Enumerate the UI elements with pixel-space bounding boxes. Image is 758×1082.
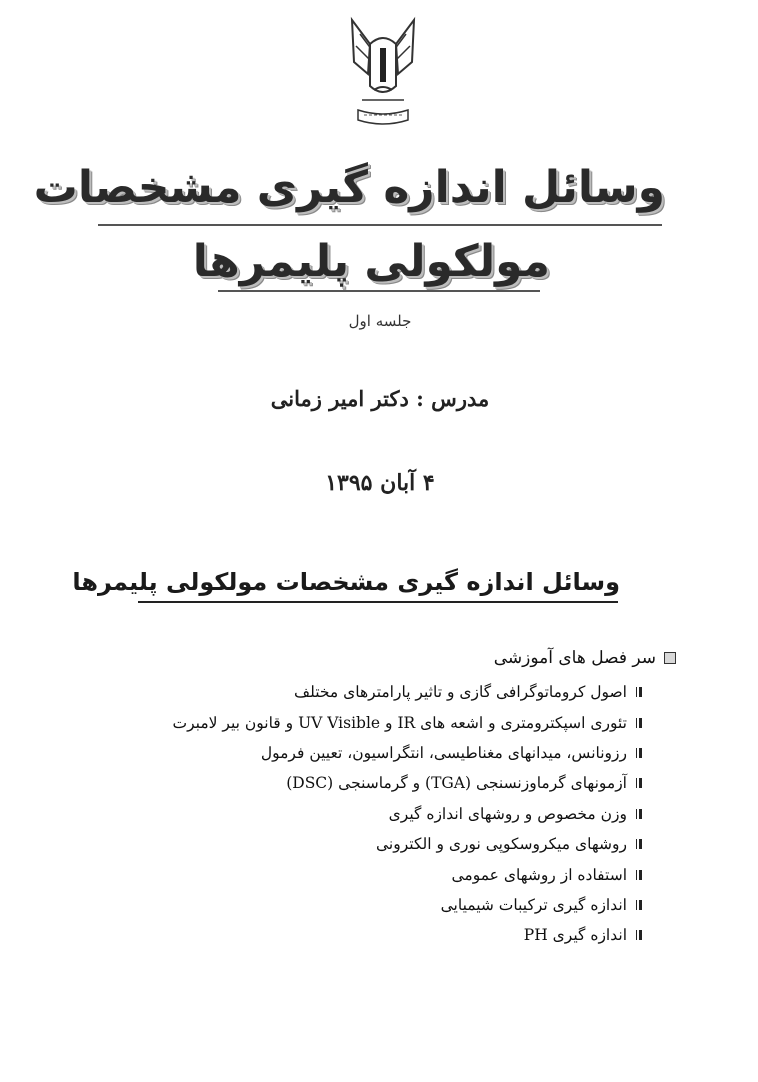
title-underline-2 — [218, 290, 540, 292]
lecture-date: ۴ آبان ۱۳۹۵ — [325, 470, 435, 496]
list-item — [173, 920, 642, 950]
slide-title-underline — [138, 601, 618, 603]
list-item — [173, 799, 642, 829]
session-label: جلسه اول — [348, 312, 412, 330]
list-item-label: رزونانس، میدانهای مغناطیسی، انتگراسیون، تعیین فرمول — [260, 743, 627, 762]
square-bullet-icon — [636, 930, 642, 940]
list-item — [173, 859, 642, 889]
list-item — [173, 768, 642, 798]
university-emblem-icon — [340, 14, 426, 134]
list-item — [173, 677, 642, 707]
square-bullet-icon — [664, 652, 676, 664]
square-bullet-icon — [636, 809, 642, 819]
list-item — [173, 890, 642, 920]
list-item — [173, 707, 642, 737]
lecturer-name: مدرس : دکتر امیر زمانی — [270, 386, 490, 411]
main-title-line-1: وسائل اندازه گیری مشخصات — [33, 162, 665, 213]
list-item-label: روشهای میکروسکوپی نوری و الکترونی — [376, 835, 627, 854]
main-title-line-2: مولکولی پلیمرها — [192, 236, 550, 287]
list-item-label: اندازه گیری ترکیبات شیمیایی — [440, 895, 627, 914]
list-item-label: استفاده از روشهای عمومی — [451, 865, 627, 884]
topic-list — [173, 677, 642, 951]
square-bullet-icon — [636, 687, 642, 697]
square-bullet-icon — [636, 778, 642, 788]
topics-heading-label: سر فصل های آموزشی — [493, 648, 656, 668]
square-bullet-icon — [636, 748, 642, 758]
list-item-label: اندازه گیری PH — [523, 926, 627, 945]
slide-title: وسائل اندازه گیری مشخصات مولکولی پلیمرها — [72, 568, 620, 596]
square-bullet-icon — [636, 900, 642, 910]
list-item — [173, 829, 642, 859]
list-item-label: تئوری اسپکترومتری و اشعه های IR و UV Visible و قانون بیر لامبرت — [172, 713, 627, 732]
topics-heading — [494, 648, 676, 668]
square-bullet-icon — [636, 870, 642, 880]
square-bullet-icon — [636, 839, 642, 849]
title-underline-1 — [98, 224, 662, 226]
list-item — [173, 738, 642, 768]
square-bullet-icon — [636, 718, 642, 728]
list-item-label: وزن مخصوص و روشهای اندازه گیری — [388, 804, 627, 823]
list-item-label: آزمونهای گرماوزنسنجی (TGA) و گرماسنجی (DSC) — [286, 774, 627, 793]
list-item-label: اصول کروماتوگرافی گازی و تاثیر پارامترهای مختلف — [294, 683, 627, 702]
